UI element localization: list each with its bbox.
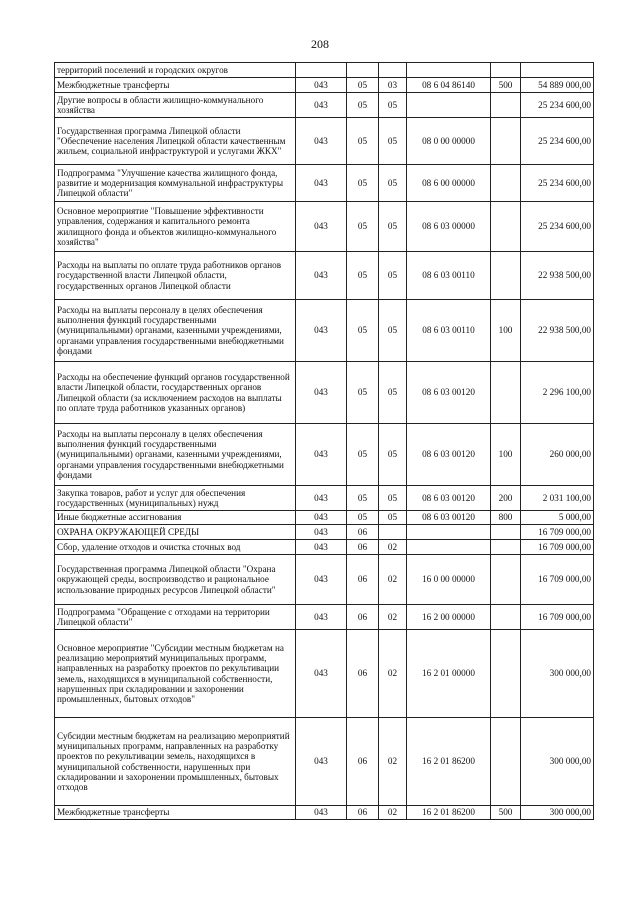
row-expense-kind (491, 630, 521, 718)
row-amount: 300 000,00 (521, 806, 594, 820)
row-amount: 16 709 000,00 (521, 525, 594, 540)
row-amount: 22 938 500,00 (521, 300, 594, 362)
row-admin-code: 043 (296, 555, 347, 605)
row-section: 05 (347, 78, 379, 93)
row-subsection: 03 (379, 78, 407, 93)
table-row (55, 511, 594, 525)
table-row (55, 300, 594, 362)
row-section: 05 (347, 202, 379, 252)
row-section: 05 (347, 118, 379, 165)
row-section: 05 (347, 362, 379, 424)
row-name: Государственная программа Липецкой области "Обеспечение населения Липецкой области качественным жильем, социальной инфраструктурой и услугами ЖКХ" (55, 118, 296, 165)
page-number: 208 (311, 37, 329, 51)
row-expense-kind (491, 118, 521, 165)
row-subsection: 05 (379, 252, 407, 300)
row-section: 05 (347, 424, 379, 486)
table-row (55, 202, 594, 252)
row-subsection: 02 (379, 605, 407, 630)
row-admin-code: 043 (296, 540, 347, 555)
row-target-code: 08 6 03 00120 (407, 511, 491, 525)
row-admin-code: 043 (296, 486, 347, 511)
row-expense-kind (491, 202, 521, 252)
row-subsection: 02 (379, 540, 407, 555)
row-subsection: 02 (379, 806, 407, 820)
row-amount: 300 000,00 (521, 718, 594, 806)
row-admin-code: 043 (296, 525, 347, 540)
row-amount: 25 234 600,00 (521, 202, 594, 252)
table-row (55, 118, 594, 165)
row-admin-code: 043 (296, 93, 347, 118)
row-expense-kind (491, 555, 521, 605)
table-row (55, 486, 594, 511)
row-section: 05 (347, 300, 379, 362)
row-name: Государственная программа Липецкой области "Охрана окружающей среды, воспроизводство и рациональное использование природных ресурсов Липецкой области" (55, 555, 296, 605)
row-target-code: 08 0 00 00000 (407, 118, 491, 165)
row-section: 06 (347, 555, 379, 605)
row-expense-kind: 500 (491, 806, 521, 820)
table-row (55, 806, 594, 820)
row-subsection: 05 (379, 165, 407, 202)
row-section (347, 63, 379, 78)
row-subsection: 05 (379, 93, 407, 118)
row-section: 06 (347, 718, 379, 806)
table-row (55, 555, 594, 605)
row-expense-kind (491, 63, 521, 78)
row-section: 05 (347, 511, 379, 525)
row-subsection: 05 (379, 300, 407, 362)
row-name: Расходы на выплаты персоналу в целях обеспечения выполнения функций государственными (муниципальными) органами, казенными учреждениями, органами управления государственными внебюджетными фондами (55, 424, 296, 486)
row-amount: 25 234 600,00 (521, 93, 594, 118)
row-name: Субсидии местным бюджетам на реализацию мероприятий муниципальных программ, направленных на разработку проектов по рекультивации земель, находящихся в муниципальной собственности, нарушенных при складировании и захоронении промышленных, бытовых отходов (55, 718, 296, 806)
row-name: Межбюджетные трансферты (55, 78, 296, 93)
row-subsection: 05 (379, 362, 407, 424)
row-target-code (407, 540, 491, 555)
row-expense-kind (491, 605, 521, 630)
table-row (55, 93, 594, 118)
row-name: Основное мероприятие "Повышение эффективности управления, содержания и капитального ремонта жилищного фонда и объектов жилищно-коммунального хозяйства" (55, 202, 296, 252)
row-admin-code: 043 (296, 424, 347, 486)
row-section: 06 (347, 525, 379, 540)
table-row (55, 252, 594, 300)
row-expense-kind (491, 540, 521, 555)
table-row (55, 630, 594, 718)
row-subsection (379, 63, 407, 78)
row-expense-kind: 100 (491, 424, 521, 486)
row-amount: 300 000,00 (521, 630, 594, 718)
row-admin-code: 043 (296, 165, 347, 202)
row-admin-code: 043 (296, 511, 347, 525)
row-admin-code: 043 (296, 718, 347, 806)
table-row (55, 362, 594, 424)
row-subsection: 05 (379, 202, 407, 252)
row-expense-kind (491, 252, 521, 300)
row-admin-code: 043 (296, 362, 347, 424)
row-amount: 16 709 000,00 (521, 605, 594, 630)
row-admin-code: 043 (296, 202, 347, 252)
row-subsection: 02 (379, 630, 407, 718)
budget-table (54, 62, 594, 820)
row-amount: 25 234 600,00 (521, 118, 594, 165)
row-expense-kind (491, 93, 521, 118)
row-target-code: 16 2 00 00000 (407, 605, 491, 630)
row-expense-kind (491, 165, 521, 202)
row-target-code: 16 2 01 00000 (407, 630, 491, 718)
row-section: 06 (347, 630, 379, 718)
row-expense-kind: 100 (491, 300, 521, 362)
row-target-code: 08 6 03 00000 (407, 202, 491, 252)
row-target-code: 08 6 00 00000 (407, 165, 491, 202)
row-subsection: 05 (379, 424, 407, 486)
row-amount: 25 234 600,00 (521, 165, 594, 202)
row-subsection: 05 (379, 118, 407, 165)
table-row (55, 605, 594, 630)
row-name: Расходы на выплаты персоналу в целях обеспечения выполнения функций государственными (муниципальными) органами, казенными учреждениями, органами управления государственными внебюджетными фондами (55, 300, 296, 362)
row-target-code (407, 93, 491, 118)
row-name: Другие вопросы в области жилищно-коммунального хозяйства (55, 93, 296, 118)
row-amount: 5 000,00 (521, 511, 594, 525)
row-section: 05 (347, 93, 379, 118)
row-target-code: 08 6 04 86140 (407, 78, 491, 93)
table-row (55, 424, 594, 486)
row-amount: 54 889 000,00 (521, 78, 594, 93)
row-section: 06 (347, 806, 379, 820)
row-amount: 16 709 000,00 (521, 540, 594, 555)
row-subsection: 02 (379, 718, 407, 806)
row-name: Подпрограмма "Обращение с отходами на территории Липецкой области" (55, 605, 296, 630)
row-name: территорий поселений и городских округов (55, 63, 296, 78)
row-target-code: 08 6 03 00110 (407, 300, 491, 362)
row-name: Иные бюджетные ассигнования (55, 511, 296, 525)
row-name: ОХРАНА ОКРУЖАЮЩЕЙ СРЕДЫ (55, 525, 296, 540)
row-admin-code: 043 (296, 300, 347, 362)
table-row (55, 63, 594, 78)
row-admin-code: 043 (296, 630, 347, 718)
row-admin-code: 043 (296, 118, 347, 165)
row-admin-code: 043 (296, 252, 347, 300)
row-subsection (379, 525, 407, 540)
row-expense-kind: 500 (491, 78, 521, 93)
row-name: Межбюджетные трансферты (55, 806, 296, 820)
row-amount: 260 000,00 (521, 424, 594, 486)
row-subsection: 05 (379, 486, 407, 511)
row-section: 05 (347, 165, 379, 202)
table-row (55, 525, 594, 540)
table-row (55, 165, 594, 202)
row-target-code: 16 2 01 86200 (407, 806, 491, 820)
row-expense-kind (491, 718, 521, 806)
row-subsection: 02 (379, 555, 407, 605)
row-amount: 2 031 100,00 (521, 486, 594, 511)
row-target-code: 08 6 03 00120 (407, 486, 491, 511)
row-target-code (407, 525, 491, 540)
row-section: 06 (347, 540, 379, 555)
row-section: 05 (347, 486, 379, 511)
row-name: Основное мероприятие "Субсидии местным бюджетам на реализацию мероприятий муниципальных программ, направленных на разработку проектов по рекультивации земель, находящихся в муниципальной собственности, нарушенных при складировании и захоронении промышленных, бытовых отходов" (55, 630, 296, 718)
row-expense-kind: 800 (491, 511, 521, 525)
row-target-code: 16 2 01 86200 (407, 718, 491, 806)
row-amount: 16 709 000,00 (521, 555, 594, 605)
row-name: Расходы на выплаты по оплате труда работников органов государственной власти Липецкой области, государственных органов Липецкой области (55, 252, 296, 300)
row-target-code: 08 6 03 00120 (407, 362, 491, 424)
row-admin-code (296, 63, 347, 78)
row-target-code: 08 6 03 00110 (407, 252, 491, 300)
table-row (55, 718, 594, 806)
row-expense-kind: 200 (491, 486, 521, 511)
row-target-code (407, 63, 491, 78)
table-row (55, 78, 594, 93)
row-target-code: 08 6 03 00120 (407, 424, 491, 486)
table-row (55, 540, 594, 555)
row-name: Закупка товаров, работ и услуг для обеспечения государственных (муниципальных) нужд (55, 486, 296, 511)
row-expense-kind (491, 525, 521, 540)
row-section: 06 (347, 605, 379, 630)
row-name: Сбор, удаление отходов и очистка сточных вод (55, 540, 296, 555)
row-admin-code: 043 (296, 806, 347, 820)
row-name: Расходы на обеспечение функций органов государственной власти Липецкой области, государственных органов Липецкой области (за исключением расходов на выплаты по оплате труда работников указанных органов) (55, 362, 296, 424)
row-amount: 2 296 100,00 (521, 362, 594, 424)
row-admin-code: 043 (296, 605, 347, 630)
row-section: 05 (347, 252, 379, 300)
row-target-code: 16 0 00 00000 (407, 555, 491, 605)
row-amount (521, 63, 594, 78)
row-amount: 22 938 500,00 (521, 252, 594, 300)
row-expense-kind (491, 362, 521, 424)
row-name: Подпрограмма "Улучшение качества жилищного фонда, развитие и модернизация коммунальной инфраструктуры Липецкой области" (55, 165, 296, 202)
row-admin-code: 043 (296, 78, 347, 93)
row-subsection: 05 (379, 511, 407, 525)
